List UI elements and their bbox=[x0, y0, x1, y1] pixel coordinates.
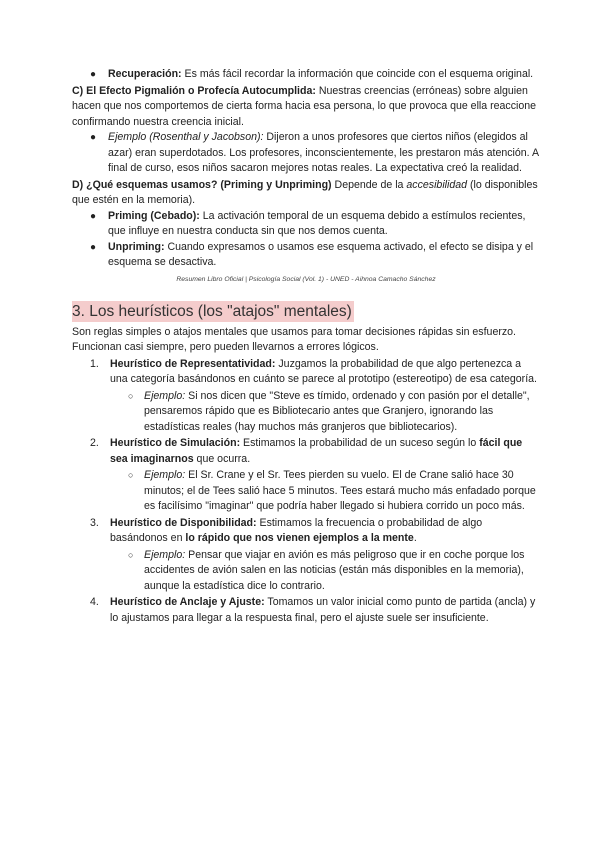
heading-priming: D) ¿Qué esquemas usamos? (Priming y Unpriming) bbox=[72, 178, 332, 191]
hollow-bullet-icon: ○ bbox=[128, 549, 134, 560]
term-text: Cuando expresamos o usamos ese esquema activado, el efecto se disipa y el esquema se desactiva. bbox=[108, 240, 534, 268]
term-label: Priming (Cebado): bbox=[108, 209, 200, 222]
bullet-dot-icon: ● bbox=[90, 132, 97, 143]
list-subitem: ○ Ejemplo: El Sr. Crane y el Sr. Tees pierden su vuelo. El de Crane salió hace 30 minutos; el de Tees salió hace 5 minutos. Tees estará mucho más enfadado porque es facilísimo "imaginar" que podría haber llegado si hubiera corrido un poco más. bbox=[128, 468, 540, 515]
section-heading: 3. Los heurísticos (los "atajos" mentales) bbox=[72, 302, 352, 320]
bullet-recuperacion bbox=[90, 67, 540, 83]
list-item: 2. Heurístico de Simulación: Estimamos la probabilidad de un suceso según lo fácil que sea imaginarnos que ocurra. bbox=[90, 437, 523, 465]
hollow-bullet-icon: ○ bbox=[128, 390, 134, 401]
list-item: 4. Heurístico de Anclaje y Ajuste: Tomamos un valor inicial como punto de partida (ancla) y lo ajustamos para llegar a la respuesta final, pero el ajuste suele ser insuficiente. bbox=[90, 596, 536, 624]
paragraph-priming: D) ¿Qué esquemas usamos? (Priming y Unpriming) Depende de la accesibilidad (lo disponibles que estén en la memoria). bbox=[72, 178, 538, 206]
heading-pigmalion: C) El Efecto Pigmalión o Profecía Autocumplida: bbox=[72, 84, 316, 97]
term-label: Recuperación: bbox=[108, 68, 182, 80]
section-intro: Son reglas simples o atajos mentales que usamos para tomar decisiones rápidas sin esfuerzo. Funcionan casi siempre, pero pueden llevarnos a errores lógicos. bbox=[72, 325, 516, 353]
term-text: La activación temporal de un esquema debido a estímulos recientes, que influye en nuestra conducta sin que nos demos cuenta. bbox=[108, 209, 526, 237]
list-subitem: ○ Ejemplo: Pensar que viajar en avión es más peligroso que ir en coche porque los accidentes de avión salen en las noticias (están más disponibles en la memoria), aunque la estadística dice lo contrario. bbox=[128, 548, 540, 595]
list-subitem: ○ Ejemplo: Si nos dicen que "Steve es tímido, ordenado y con pasión por el detalle", pensaremos rápido que es Bibliotecario antes que Granjero, ignorando las estadísticas reales (hay muchos más granjeros que bibliotecarios). bbox=[128, 389, 540, 436]
bullet-rosenthal-example bbox=[90, 130, 540, 177]
bullet-priming bbox=[90, 209, 540, 240]
term-text: Es más fácil recordar la información que coincide con el esquema original. bbox=[181, 68, 534, 80]
example-text: Dijeron a unos profesores que ciertos niños (elegidos al azar) eran superdotados. Los profesores, inconscientemente, les prestaron más atención. A final de curso, esos niños sacaron mejores notas reales. La expectativa creó la realidad. bbox=[108, 131, 539, 174]
list-item: 1. Heurístico de Representatividad: Juzgamos la probabilidad de que algo pertenezca a una categoría basándonos en cuánto se parece al prototipo (estereotipo) de esa categoría. bbox=[90, 357, 537, 385]
bullet-dot-icon: ● bbox=[90, 69, 97, 80]
example-label: Ejemplo (Rosenthal y Jacobson): bbox=[108, 131, 264, 143]
page-credit: Resumen Libro Oficial | Psicología Social (Vol. 1) - UNED - Aihnoa Camacho Sánchez bbox=[176, 275, 436, 283]
bullet-dot-icon: ● bbox=[90, 241, 97, 253]
bullet-dot-icon: ● bbox=[90, 210, 97, 222]
text-pigmalion: Nuestras creencias (erróneas) sobre alguien hacen que nos comportemos de cierta forma hacia esa persona, lo que provoca que ella reaccione confirmando nuestra creencia inicial. bbox=[72, 84, 537, 128]
term-label: Unpriming: bbox=[108, 240, 165, 253]
bullet-unpriming bbox=[90, 240, 540, 271]
list-item: 3. Heurístico de Disponibilidad: Estimamos la frecuencia o probabilidad de algo basándonos en lo rápido que nos vienen ejemplos a la mente. bbox=[90, 516, 483, 544]
hollow-bullet-icon: ○ bbox=[128, 470, 134, 480]
paragraph-pigmalion bbox=[72, 84, 540, 131]
